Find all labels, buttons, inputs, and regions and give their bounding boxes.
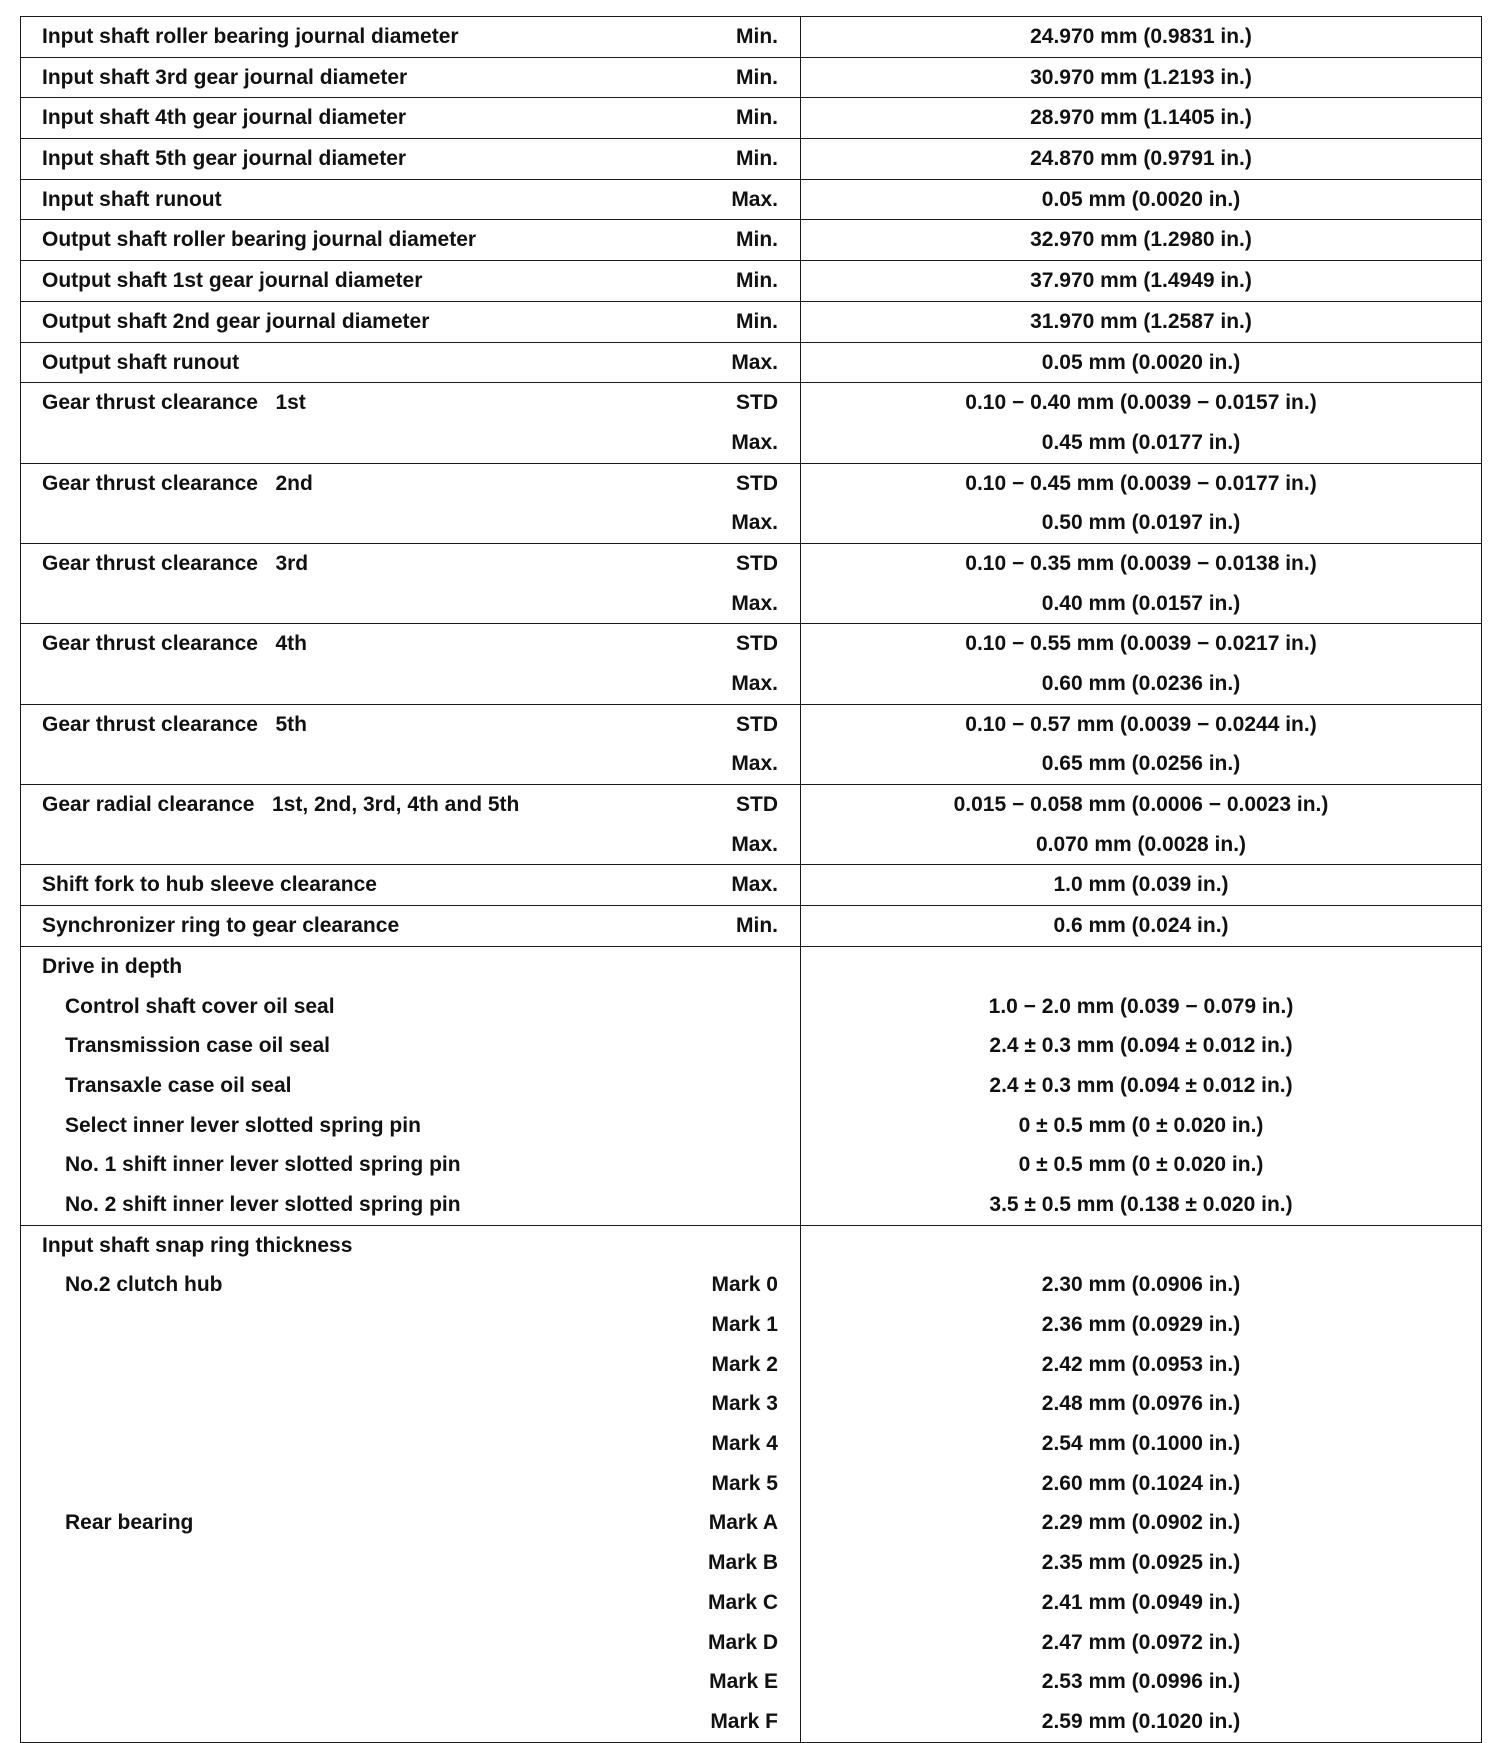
spec-line [21,584,800,624]
spec-sheet [20,16,1481,1743]
spec-value: 0.10 − 0.57 mm (0.0039 − 0.0244 in.) [965,712,1317,736]
spec-label: Output shaft 2nd gear journal diameter [42,309,430,333]
spec-value-cell [801,906,1482,947]
spec-label-cell [21,301,801,342]
spec-value: 0.015 − 0.058 mm (0.0006 − 0.0023 in.) [953,793,1329,817]
spec-line [21,1345,800,1385]
spec-value: 2.47 mm (0.0972 in.) [1041,1630,1241,1654]
spec-row [21,383,1482,463]
spec-value: 1.0 mm (0.039 in.) [1053,873,1229,897]
spec-label: Output shaft runout [42,350,240,374]
spec-label: Input shaft 3rd gear journal diameter [42,65,408,89]
spec-qualifier: Min. [736,309,778,333]
spec-value: 2.30 mm (0.0906 in.) [1041,1273,1241,1297]
spec-line [21,383,800,423]
spec-row [21,946,1482,1225]
spec-qualifier: Min. [736,25,778,48]
spec-line [21,503,800,543]
spec-line [21,98,800,138]
spec-row [21,342,1482,383]
spec-label: Transmission case oil seal [65,1034,330,1058]
spec-value-cell [801,946,1482,1225]
spec-value-cell [801,342,1482,383]
spec-label: Input shaft snap ring thickness [42,1233,353,1257]
spec-value [801,1226,1481,1266]
spec-value-cell [801,865,1482,906]
spec-table [20,16,1482,1743]
spec-value: 0.10 − 0.45 mm (0.0039 − 0.0177 in.) [965,471,1317,495]
spec-line [21,1305,800,1345]
spec-value-cell [801,139,1482,180]
spec-label-cell [21,946,801,1225]
spec-qualifier: Max. [731,752,778,776]
spec-qualifier: Mark 4 [711,1432,778,1456]
spec-label-cell [21,383,801,463]
spec-label-cell [21,624,801,704]
spec-row [21,57,1482,98]
spec-label-cell [21,220,801,261]
spec-label: Gear thrust clearance 1st [42,391,306,415]
spec-qualifier: Max. [731,187,778,211]
spec-value: 0.10 − 0.55 mm (0.0039 − 0.0217 in.) [965,632,1317,656]
spec-row [21,17,1482,58]
spec-qualifier: Max. [731,873,778,897]
spec-label: Gear thrust clearance 2nd [42,471,313,495]
spec-value: 32.970 mm (1.2980 in.) [1030,228,1252,252]
spec-label: Drive in depth [42,954,183,978]
spec-qualifier: Mark 3 [711,1392,778,1416]
spec-value: 2.60 mm (0.1024 in.) [1041,1471,1241,1495]
spec-row [21,98,1482,139]
spec-label-cell [21,906,801,947]
spec-qualifier: Mark 1 [711,1313,778,1336]
spec-row [21,179,1482,220]
spec-value-cell [801,179,1482,220]
spec-label-cell [21,704,801,784]
spec-value-cell [801,1225,1482,1742]
spec-value: 0.40 mm (0.0157 in.) [1041,591,1241,615]
spec-line [21,1145,800,1185]
spec-value-cell [801,17,1482,58]
spec-label-cell [21,543,801,623]
spec-line [21,624,800,664]
spec-value: 2.54 mm (0.1000 in.) [1041,1432,1241,1456]
spec-value-cell [801,220,1482,261]
spec-value: 1.0 − 2.0 mm (0.039 − 0.079 in.) [988,994,1294,1018]
spec-value-cell [801,261,1482,302]
spec-label-cell [21,342,801,383]
spec-line [21,1185,800,1225]
spec-qualifier: Mark E [709,1670,778,1694]
spec-qualifier: Min. [736,65,778,89]
spec-value-cell [801,785,1482,865]
spec-value-cell [801,383,1482,463]
spec-line [21,1384,800,1424]
spec-row [21,906,1482,947]
spec-qualifier: Mark F [710,1709,778,1733]
spec-label: Gear thrust clearance 3rd [42,551,309,575]
spec-qualifier: Max. [731,430,778,454]
spec-value: 0.65 mm (0.0256 in.) [1041,752,1241,776]
spec-line [21,58,800,98]
spec-line [21,180,800,220]
spec-line [21,423,800,463]
spec-line [21,825,800,865]
spec-qualifier: Max. [731,511,778,535]
spec-label: Input shaft roller bearing journal diameter [42,25,459,48]
spec-line [21,1583,800,1623]
spec-value-cell [801,624,1482,704]
spec-qualifier: Mark A [708,1511,778,1535]
spec-line [21,906,800,946]
spec-value: 37.970 mm (1.4949 in.) [1030,269,1252,293]
spec-line [21,705,800,745]
spec-value: 2.35 mm (0.0925 in.) [1041,1551,1241,1575]
spec-value: 24.970 mm (0.9831 in.) [1030,25,1252,48]
spec-qualifier: Max. [731,591,778,615]
spec-value: 2.36 mm (0.0929 in.) [1041,1313,1241,1336]
spec-row [21,220,1482,261]
spec-label-cell [21,179,801,220]
spec-qualifier: Min. [736,269,778,293]
spec-qualifier: Min. [736,228,778,252]
spec-label-cell [21,139,801,180]
spec-qualifier: Min. [736,147,778,171]
spec-line [21,1026,800,1066]
spec-qualifier: STD [736,712,778,736]
spec-row [21,865,1482,906]
spec-line [21,744,800,784]
spec-value: 31.970 mm (1.2587 in.) [1030,309,1252,333]
spec-qualifier: STD [736,551,778,575]
spec-qualifier: STD [736,471,778,495]
spec-qualifier: Mark 0 [711,1273,778,1297]
spec-value: 2.42 mm (0.0953 in.) [1041,1352,1241,1376]
spec-line [21,139,800,179]
spec-line [21,987,800,1027]
spec-line [21,1265,800,1305]
spec-value: 0.05 mm (0.0020 in.) [1041,187,1241,211]
spec-value: 24.870 mm (0.9791 in.) [1030,147,1252,171]
spec-value: 0.50 mm (0.0197 in.) [1041,511,1241,535]
spec-label: Synchronizer ring to gear clearance [42,914,400,938]
spec-line [21,1226,800,1266]
spec-label-cell [21,785,801,865]
spec-line [21,785,800,825]
spec-value: 30.970 mm (1.2193 in.) [1030,65,1252,89]
spec-row [21,704,1482,784]
spec-qualifier: Mark C [707,1590,778,1614]
spec-value: 0 ± 0.5 mm (0 ± 0.020 in.) [1018,1153,1264,1177]
spec-value-cell [801,98,1482,139]
spec-label-cell [21,1225,801,1742]
spec-value: 0 ± 0.5 mm (0 ± 0.020 in.) [1018,1113,1264,1137]
spec-value: 2.41 mm (0.0949 in.) [1041,1590,1241,1614]
spec-label: Gear thrust clearance 5th [42,712,307,736]
spec-line [21,544,800,584]
spec-label-cell [21,463,801,543]
spec-qualifier: Max. [731,672,778,695]
spec-line [21,865,800,905]
spec-value-cell [801,301,1482,342]
spec-label: Input shaft 4th gear journal diameter [42,106,407,130]
spec-label: Shift fork to hub sleeve clearance [42,873,377,897]
spec-line [21,1503,800,1543]
spec-label: No. 1 shift inner lever slotted spring pin [65,1153,461,1177]
spec-row [21,463,1482,543]
spec-value: 0.45 mm (0.0177 in.) [1041,430,1241,454]
spec-line [21,664,800,704]
spec-value [801,947,1481,987]
spec-line [21,17,800,57]
spec-line [21,1106,800,1146]
spec-row [21,624,1482,704]
spec-row [21,785,1482,865]
spec-value-cell [801,57,1482,98]
spec-label: Control shaft cover oil seal [65,994,335,1018]
spec-label-cell [21,57,801,98]
spec-qualifier: STD [736,391,778,415]
spec-line [21,1464,800,1504]
spec-label: Output shaft 1st gear journal diameter [42,269,423,293]
spec-value: 2.4 ± 0.3 mm (0.094 ± 0.012 in.) [989,1073,1293,1097]
spec-value: 2.59 mm (0.1020 in.) [1041,1709,1241,1733]
spec-value: 0.05 mm (0.0020 in.) [1041,350,1241,374]
spec-value: 2.48 mm (0.0976 in.) [1041,1392,1241,1416]
spec-qualifier: Mark B [707,1551,778,1575]
spec-value: 2.53 mm (0.0996 in.) [1041,1670,1241,1694]
spec-value: 2.29 mm (0.0902 in.) [1041,1511,1241,1535]
spec-label: Input shaft 5th gear journal diameter [42,147,407,171]
spec-qualifier: STD [736,793,778,817]
spec-label-cell [21,17,801,58]
spec-value: 0.10 − 0.35 mm (0.0039 − 0.0138 in.) [965,551,1317,575]
spec-line [21,1066,800,1106]
spec-line [21,220,800,260]
spec-row [21,301,1482,342]
spec-value: 0.10 − 0.40 mm (0.0039 − 0.0157 in.) [965,391,1317,415]
spec-value: 3.5 ± 0.5 mm (0.138 ± 0.020 in.) [989,1192,1293,1216]
spec-qualifier: Max. [731,832,778,856]
spec-label-cell [21,261,801,302]
spec-line [21,343,800,383]
spec-value: 0.60 mm (0.0236 in.) [1041,672,1241,695]
spec-row [21,261,1482,302]
spec-line [21,1424,800,1464]
spec-label: Gear radial clearance 1st, 2nd, 3rd, 4th and 5th [42,793,520,817]
spec-line [21,1623,800,1663]
spec-row [21,139,1482,180]
spec-table-body [21,17,1482,1743]
spec-value: 0.070 mm (0.0028 in.) [1035,832,1247,856]
spec-line [21,261,800,301]
spec-label: Transaxle case oil seal [65,1073,292,1097]
spec-label: Select inner lever slotted spring pin [65,1113,421,1137]
spec-label: No.2 clutch hub [65,1273,223,1297]
spec-qualifier: Min. [736,106,778,130]
spec-label: No. 2 shift inner lever slotted spring pin [65,1192,461,1216]
spec-value: 28.970 mm (1.1405 in.) [1030,106,1252,130]
spec-label: Gear thrust clearance 4th [42,632,307,656]
spec-label-cell [21,865,801,906]
spec-line [21,947,800,987]
spec-value: 2.4 ± 0.3 mm (0.094 ± 0.012 in.) [989,1034,1293,1058]
spec-qualifier: Min. [736,914,778,938]
spec-line [21,1662,800,1702]
spec-value-cell [801,543,1482,623]
spec-value-cell [801,704,1482,784]
spec-row [21,543,1482,623]
spec-value-cell [801,463,1482,543]
spec-qualifier: STD [736,632,778,656]
spec-label: Input shaft runout [42,187,222,211]
spec-qualifier: Max. [731,350,778,374]
spec-line [21,302,800,342]
spec-label: Output shaft roller bearing journal diameter [42,228,477,252]
spec-row [21,1225,1482,1742]
spec-qualifier: Mark D [707,1630,778,1654]
spec-qualifier: Mark 2 [711,1352,778,1376]
spec-label-cell [21,98,801,139]
spec-value: 0.6 mm (0.024 in.) [1053,914,1229,938]
spec-qualifier: Mark 5 [711,1471,778,1495]
spec-label: Rear bearing [65,1511,194,1535]
spec-line [21,1543,800,1583]
spec-line [21,464,800,504]
